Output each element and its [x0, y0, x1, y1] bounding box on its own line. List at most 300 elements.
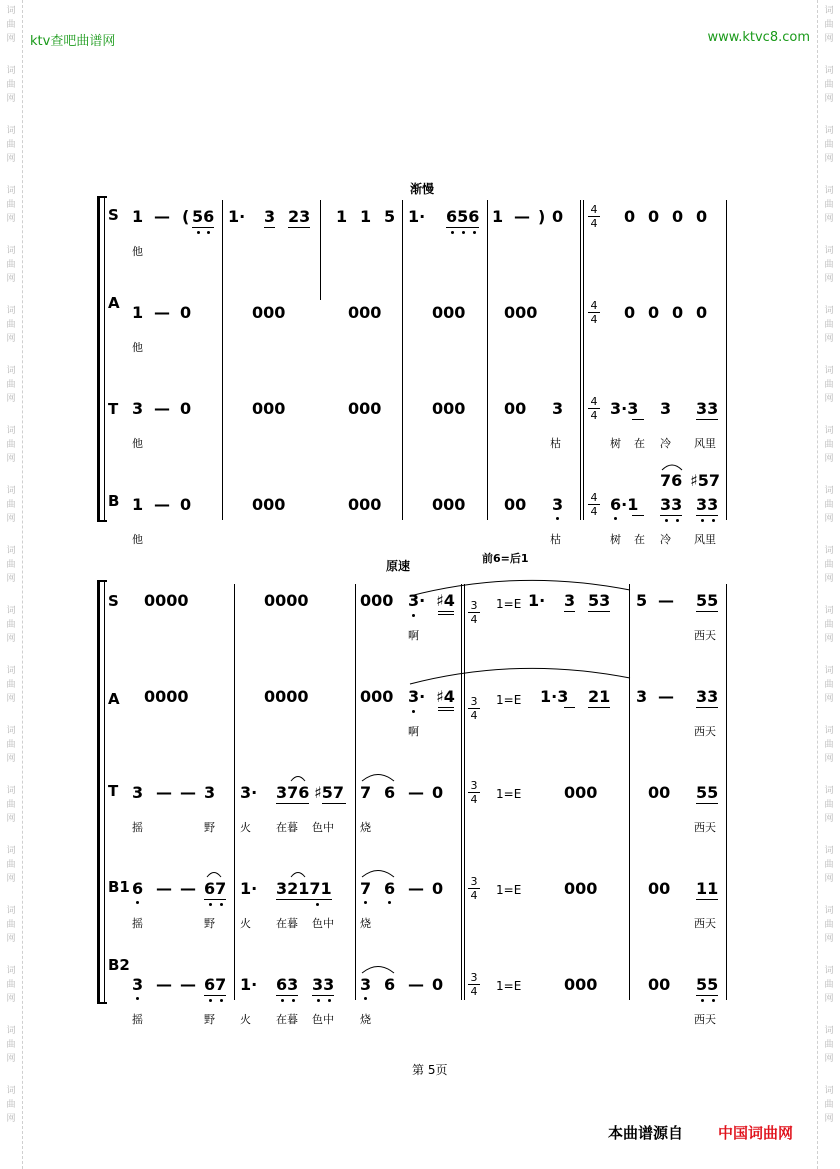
note-group: 23: [288, 207, 311, 226]
low-dot: [136, 901, 139, 904]
note: 7: [360, 879, 372, 898]
dash: —: [658, 687, 674, 706]
low-dot: [412, 710, 415, 713]
rest: 0: [648, 303, 660, 322]
watermark-glyph: 曲: [824, 980, 834, 990]
watermark-glyph: 曲: [824, 80, 834, 90]
underline: [438, 611, 454, 612]
rest: 0: [696, 207, 708, 226]
note-group: 33: [696, 399, 719, 418]
watermark-glyph: 网: [6, 94, 16, 104]
low-dot: [473, 231, 476, 234]
note: 3·: [408, 591, 426, 610]
lyric: 风里: [694, 533, 716, 546]
low-dot: [462, 231, 465, 234]
lyric: 色中: [312, 1013, 334, 1026]
note-group: ♯57: [314, 783, 345, 802]
watermark-glyph: 曲: [824, 320, 834, 330]
footer-source-label: 本曲谱源自: [608, 1124, 684, 1142]
underline: [696, 803, 718, 804]
low-dot: [220, 903, 223, 906]
lyric: 烧: [360, 821, 371, 834]
watermark-glyph: 词: [824, 366, 834, 376]
rest-group: 000: [432, 303, 466, 322]
part-label-soprano: S: [108, 592, 119, 610]
left-watermark-strip: [0, 0, 23, 1169]
part-label-bass-2: B2: [108, 956, 130, 974]
note: 3: [660, 399, 672, 418]
system-bracket-inner: [104, 196, 105, 522]
watermark-glyph: 词: [824, 666, 834, 676]
note: 1·: [228, 207, 246, 226]
watermark-glyph: 曲: [6, 200, 16, 210]
lyric: 火: [240, 821, 251, 834]
barline: [402, 200, 403, 520]
right-watermark-strip: [817, 0, 840, 1169]
note-group: 32171: [276, 879, 332, 898]
part-label-alto: A: [108, 690, 120, 708]
time-signature: 3 4: [468, 600, 480, 625]
part-label-bass: B: [108, 492, 120, 510]
note-group: 55: [696, 591, 719, 610]
slur: [660, 460, 684, 472]
low-dot: [317, 999, 320, 1002]
note-group: 56: [192, 207, 215, 226]
rest-group: 000: [252, 399, 286, 418]
dash: —: [154, 399, 170, 418]
lyric: 西天: [694, 1013, 716, 1026]
rest: 0: [432, 783, 444, 802]
rest: 0: [432, 975, 444, 994]
low-dot: [328, 999, 331, 1002]
footer-site-link[interactable]: 中国词曲网: [718, 1124, 794, 1142]
tempo-marking-a-tempo: 原速: [386, 559, 411, 573]
watermark-glyph: 曲: [6, 380, 16, 390]
watermark-glyph: 曲: [824, 740, 834, 750]
barline-double: [583, 200, 584, 520]
watermark-glyph: 词: [824, 1026, 834, 1036]
lyric: 风里: [694, 437, 716, 450]
underline: [312, 995, 334, 996]
barline-double: [461, 584, 462, 1000]
watermark-glyph: 词: [824, 726, 834, 736]
time-signature: 3 4: [468, 876, 480, 901]
part-label-bass-1: B1: [108, 878, 130, 896]
bracket-top-cap: [97, 580, 107, 582]
watermark-glyph: 曲: [6, 80, 16, 90]
underline: [696, 995, 718, 996]
rest-group: 00: [648, 879, 671, 898]
key-signature: 1=E: [496, 883, 522, 897]
lyric: 西天: [694, 725, 716, 738]
note: 1: [132, 303, 144, 322]
watermark-glyph: 网: [824, 874, 834, 884]
lyric: 火: [240, 917, 251, 930]
low-dot: [388, 901, 391, 904]
watermark-glyph: 网: [824, 814, 834, 824]
note-group: 67: [204, 975, 227, 994]
time-signature: 4 4: [588, 396, 600, 421]
watermark-glyph: 词: [6, 66, 16, 76]
lyric: 枯: [550, 437, 561, 450]
note-group: 1·3: [540, 687, 569, 706]
lyric: 摇: [132, 1013, 143, 1026]
note: 6: [384, 879, 396, 898]
rest: 0: [696, 303, 708, 322]
watermark-glyph: 词: [6, 906, 16, 916]
underline: [192, 227, 214, 228]
watermark-glyph: 词: [824, 486, 834, 496]
watermark-glyph: 网: [6, 514, 16, 524]
underline: [564, 707, 575, 708]
lyric: 枯: [550, 533, 561, 546]
note-group: 33: [696, 687, 719, 706]
lyric: 在暮: [276, 1013, 298, 1026]
underline: [446, 227, 479, 228]
watermark-glyph: 词: [824, 6, 834, 16]
barline-end: [726, 584, 727, 1000]
underline: [288, 227, 310, 228]
rest: 0: [180, 495, 192, 514]
watermark-glyph: 网: [6, 694, 16, 704]
low-dot: [136, 997, 139, 1000]
lyric: 在暮: [276, 821, 298, 834]
watermark-glyph: 网: [824, 754, 834, 764]
lyric: 在: [634, 437, 645, 450]
modulation-marking: 前6=后1: [482, 552, 529, 565]
underline: [588, 611, 610, 612]
underline: [696, 611, 718, 612]
lyric: 烧: [360, 917, 371, 930]
underline: [696, 707, 718, 708]
watermark-glyph: 词: [824, 786, 834, 796]
time-signature: 4 4: [588, 204, 600, 229]
dash: —: [154, 207, 170, 226]
low-dot: [209, 903, 212, 906]
watermark-glyph: 曲: [6, 680, 16, 690]
barline: [222, 200, 223, 520]
rest-group: 00: [504, 495, 527, 514]
watermark-glyph: 词: [6, 186, 16, 196]
low-dot: [209, 999, 212, 1002]
watermark-glyph: 曲: [6, 1040, 16, 1050]
site-name-left[interactable]: ktv查吧曲谱网: [30, 34, 116, 49]
dash: —: [156, 783, 172, 802]
lyric: 啊: [408, 725, 419, 738]
lyric: 野: [204, 821, 215, 834]
lyric: 西天: [694, 629, 716, 642]
note-group: 55: [696, 783, 719, 802]
key-signature: 1=E: [496, 693, 522, 707]
note: 1·: [240, 879, 258, 898]
underline: [696, 515, 718, 516]
underline: [564, 611, 575, 612]
note: 1: [132, 495, 144, 514]
barline-end: [726, 200, 727, 520]
time-signature: 3 4: [468, 780, 480, 805]
rest-group: 0000: [144, 687, 189, 706]
note-group: 33: [312, 975, 335, 994]
watermark-glyph: 曲: [824, 140, 834, 150]
watermark-glyph: 曲: [6, 920, 16, 930]
lyric: 他: [132, 437, 143, 450]
dash: —: [180, 975, 196, 994]
system-bracket: [97, 580, 100, 1004]
part-label-tenor: T: [108, 782, 119, 800]
dash: —: [154, 303, 170, 322]
barline: [487, 200, 488, 520]
barline: [320, 200, 321, 300]
note: 1: [132, 207, 144, 226]
slur: [360, 866, 396, 878]
note: ♯4: [436, 591, 455, 610]
note: 1: [360, 207, 372, 226]
rest-group: 0000: [144, 591, 189, 610]
rest-group: 000: [348, 495, 382, 514]
underline: [276, 899, 332, 900]
rest: 0: [672, 303, 684, 322]
lyric: 野: [204, 1013, 215, 1026]
watermark-glyph: 词: [824, 966, 834, 976]
note-group-upper: ♯57: [690, 471, 721, 490]
note: 1·: [240, 975, 258, 994]
rest-group: 000: [432, 495, 466, 514]
rest: 0: [648, 207, 660, 226]
slur: [206, 868, 222, 878]
low-dot: [316, 903, 319, 906]
rest-group: 000: [348, 303, 382, 322]
watermark-glyph: 网: [6, 274, 16, 284]
dash: —: [408, 783, 424, 802]
watermark-glyph: 曲: [824, 440, 834, 450]
watermark-glyph: 曲: [6, 20, 16, 30]
watermark-glyph: 词: [6, 1026, 16, 1036]
watermark-glyph: 词: [6, 426, 16, 436]
rest: 0: [624, 207, 636, 226]
low-dot: [556, 517, 559, 520]
watermark-glyph: 曲: [6, 260, 16, 270]
time-signature: 4 4: [588, 492, 600, 517]
note: 3: [204, 783, 216, 802]
watermark-glyph: 曲: [6, 860, 16, 870]
low-dot: [712, 999, 715, 1002]
rest-group: 0000: [264, 687, 309, 706]
key-signature: 1=E: [496, 979, 522, 993]
watermark-glyph: 网: [6, 1114, 16, 1124]
watermark-glyph: 曲: [6, 740, 16, 750]
part-label-tenor: T: [108, 400, 119, 418]
watermark-glyph: 网: [6, 214, 16, 224]
watermark-glyph: 词: [6, 1086, 16, 1096]
note-group: 67: [204, 879, 227, 898]
note: 3: [360, 975, 372, 994]
lyric: 西天: [694, 917, 716, 930]
barline: [355, 584, 356, 1000]
watermark-glyph: 曲: [824, 380, 834, 390]
note: 3·: [408, 687, 426, 706]
dash: —: [514, 207, 530, 226]
watermark-glyph: 网: [824, 154, 834, 164]
low-dot: [712, 519, 715, 522]
watermark-glyph: 网: [824, 454, 834, 464]
watermark-glyph: 词: [824, 66, 834, 76]
note: 3: [132, 399, 144, 418]
watermark-glyph: 曲: [6, 560, 16, 570]
watermark-glyph: 词: [6, 246, 16, 256]
low-dot: [665, 519, 668, 522]
rest-group: 000: [432, 399, 466, 418]
note: 3: [132, 975, 144, 994]
note-group: 55: [696, 975, 719, 994]
dash: —: [156, 975, 172, 994]
rest-group: 000: [252, 495, 286, 514]
watermark-glyph: 曲: [824, 1040, 834, 1050]
low-dot: [364, 997, 367, 1000]
lyric: 树: [610, 533, 621, 546]
watermark-glyph: 网: [6, 574, 16, 584]
lyric: 在: [634, 533, 645, 546]
watermark-glyph: 网: [6, 394, 16, 404]
rest: 0: [180, 399, 192, 418]
rest-group: 00: [504, 399, 527, 418]
rest: 0: [432, 879, 444, 898]
tempo-marking-ritardando: 渐慢: [410, 182, 435, 196]
watermark-glyph: 词: [6, 786, 16, 796]
watermark-glyph: 词: [824, 906, 834, 916]
note: 3: [132, 783, 144, 802]
underline: [438, 710, 454, 711]
watermark-glyph: 词: [824, 126, 834, 136]
note: 3: [636, 687, 648, 706]
key-signature: 1=E: [496, 597, 522, 611]
page-number: 第 5页: [412, 1063, 448, 1077]
note: 6: [384, 783, 396, 802]
part-label-soprano: S: [108, 206, 119, 224]
note-group: 33: [696, 495, 719, 514]
watermark-glyph: 曲: [824, 500, 834, 510]
underline: [632, 515, 644, 516]
note: 3: [552, 399, 564, 418]
underline: [204, 899, 226, 900]
watermark-glyph: 词: [6, 366, 16, 376]
watermark-glyph: 曲: [824, 200, 834, 210]
watermark-glyph: 词: [824, 186, 834, 196]
watermark-glyph: 网: [824, 334, 834, 344]
watermark-glyph: 词: [6, 6, 16, 16]
note-group: 33: [660, 495, 683, 514]
lyric: 烧: [360, 1013, 371, 1026]
watermark-glyph: 词: [824, 1086, 834, 1096]
watermark-glyph: 网: [824, 694, 834, 704]
underline: [696, 419, 718, 420]
note: 1: [492, 207, 504, 226]
dash: —: [156, 879, 172, 898]
note: 7: [360, 783, 372, 802]
lyric: 他: [132, 341, 143, 354]
lyric: 摇: [132, 821, 143, 834]
watermark-glyph: 网: [6, 334, 16, 344]
note-group: 21: [588, 687, 611, 706]
time-signature: 3 4: [468, 972, 480, 997]
lyric: 色中: [312, 821, 334, 834]
watermark-glyph: 词: [6, 966, 16, 976]
note-group: 63: [276, 975, 299, 994]
watermark-glyph: 曲: [824, 920, 834, 930]
rest-group: 000: [504, 303, 538, 322]
barline-double: [464, 584, 465, 1000]
note: 3: [564, 591, 576, 610]
watermark-glyph: 曲: [6, 980, 16, 990]
time-signature: 3 4: [468, 696, 480, 721]
watermark-glyph: 网: [6, 1054, 16, 1064]
underline: [438, 614, 454, 615]
watermark-glyph: 网: [6, 634, 16, 644]
rest-group: 000: [348, 399, 382, 418]
note-group: 3·3: [610, 399, 639, 418]
rest-group: 000: [252, 303, 286, 322]
watermark-glyph: 网: [6, 34, 16, 44]
watermark-glyph: 网: [824, 514, 834, 524]
watermark-glyph: 词: [6, 846, 16, 856]
note-group: 6·1: [610, 495, 639, 514]
watermark-glyph: 词: [6, 126, 16, 136]
underline: [276, 995, 298, 996]
watermark-glyph: 曲: [6, 500, 16, 510]
site-url-right[interactable]: www.ktvc8.com: [707, 30, 810, 45]
note-group: 53: [588, 591, 611, 610]
watermark-glyph: 网: [824, 994, 834, 1004]
dash: —: [154, 495, 170, 514]
low-dot: [614, 517, 617, 520]
underline: [204, 995, 226, 996]
slur: [290, 868, 306, 878]
underline: [264, 227, 275, 228]
watermark-glyph: 词: [6, 606, 16, 616]
rest-group: 000: [360, 687, 394, 706]
low-dot: [676, 519, 679, 522]
note-group: 11: [696, 879, 719, 898]
note: 6: [384, 975, 396, 994]
low-dot: [701, 519, 704, 522]
watermark-glyph: 网: [824, 274, 834, 284]
low-dot: [197, 231, 200, 234]
watermark-glyph: 词: [6, 486, 16, 496]
note: 5: [384, 207, 396, 226]
bracket-bottom-cap: [97, 1002, 107, 1004]
dash: —: [408, 879, 424, 898]
watermark-glyph: 网: [6, 934, 16, 944]
watermark-glyph: 曲: [6, 800, 16, 810]
rest-group: 000: [564, 783, 598, 802]
dash: —: [180, 879, 196, 898]
note: 6: [132, 879, 144, 898]
system-bracket: [97, 196, 100, 522]
watermark-glyph: 曲: [6, 140, 16, 150]
lyric: 树: [610, 437, 621, 450]
watermark-glyph: 网: [824, 1054, 834, 1064]
note: 3·: [240, 783, 258, 802]
watermark-glyph: 词: [6, 306, 16, 316]
watermark-glyph: 网: [6, 814, 16, 824]
note: 1: [336, 207, 348, 226]
lyric: 火: [240, 1013, 251, 1026]
watermark-glyph: 网: [824, 634, 834, 644]
underline: [438, 707, 454, 708]
watermark-glyph: 网: [6, 874, 16, 884]
watermark-glyph: 曲: [824, 680, 834, 690]
slur: [290, 772, 306, 782]
watermark-glyph: 词: [824, 606, 834, 616]
